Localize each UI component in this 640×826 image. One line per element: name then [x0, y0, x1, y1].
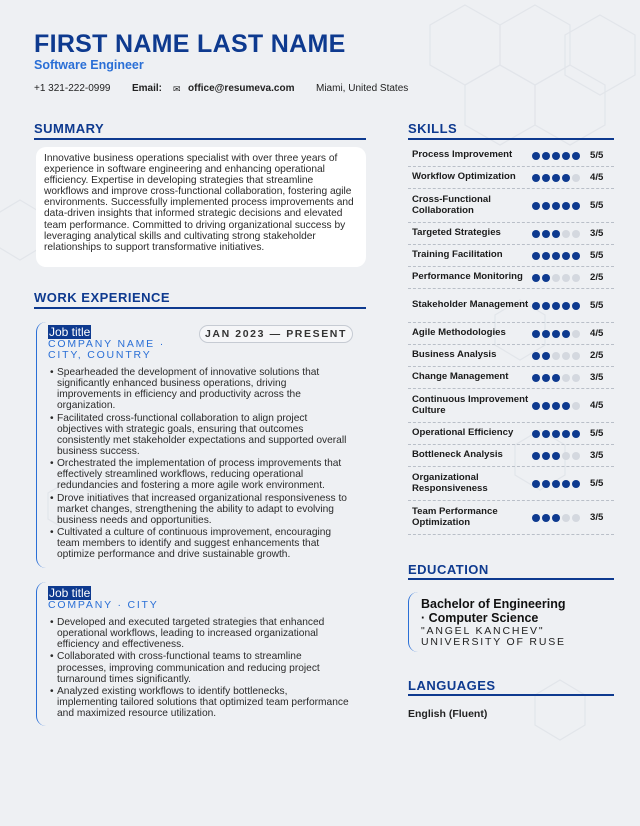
phone-number: +1 321-222-0999	[34, 83, 111, 94]
list-item: • Spearheaded the development of innovative solutions that significantly enhanced business operations, driving improvements in efficiency and productivity across the organization.	[50, 367, 350, 411]
skill-rating-dots	[532, 514, 588, 522]
rating-dot-filled	[572, 252, 580, 260]
rating-dot-filled	[542, 174, 550, 182]
rating-dot-filled	[562, 402, 570, 410]
skill-score: 5/5	[590, 300, 604, 311]
rating-dot-filled	[542, 230, 550, 238]
rating-dot-filled	[532, 514, 540, 522]
rating-dot-filled	[552, 480, 560, 488]
skill-name: Targeted Strategies	[412, 227, 501, 239]
rating-dot-filled	[552, 174, 560, 182]
rating-dot-filled	[542, 374, 550, 382]
rating-dot-filled	[562, 152, 570, 160]
rating-dot-filled	[552, 402, 560, 410]
list-item: • Cultivated a culture of continuous improvement, encouraging team members to identify and suggest enhancements that optimize performance and drive sustainable growth.	[50, 527, 350, 560]
rating-dot-filled	[572, 480, 580, 488]
education-divider	[408, 578, 614, 580]
rating-dot-filled	[562, 174, 570, 182]
rating-dot-filled	[542, 302, 550, 310]
job-2-bracket	[36, 582, 48, 726]
skill-name: Process Improvement	[412, 149, 513, 161]
skill-score: 4/5	[590, 172, 604, 183]
education-heading: EDUCATION	[408, 562, 489, 577]
language-item: English (Fluent)	[408, 708, 488, 720]
skill-name: Stakeholder Management	[412, 299, 529, 311]
rating-dot-filled	[532, 230, 540, 238]
rating-dot-filled	[542, 152, 550, 160]
skill-score: 5/5	[590, 250, 604, 261]
rating-dot-empty	[562, 274, 570, 282]
list-item: • Analyzed existing workflows to identify bottlenecks, implementing tailored solutions that optimized team performance and maximized resource utilization.	[50, 686, 350, 719]
email-address[interactable]: office@resumeva.com	[188, 83, 295, 94]
summary-text: Innovative business operations specialist with over three years of experience in software engineering and enhancing operational efficiency. Expertise in developing strategies that streamline workflows and improve cross-functional collaboration, fostering agile environments. Successfully implemented process improvements and data-driven insights that informed strategic decisions and elevated team performance. Committed to driving organizational success by leveraging analytical skills and cultivating strong stakeholder relationships to support transformative initiatives.	[36, 147, 366, 267]
list-item: • Collaborated with cross-functional teams to streamline processes, improving communication and reducing project turnaround times significantly.	[50, 651, 350, 684]
skill-score: 3/5	[590, 450, 604, 461]
skill-rating-dots	[532, 352, 588, 360]
rating-dot-empty	[552, 274, 560, 282]
rating-dot-filled	[542, 452, 550, 460]
skill-rating-dots	[532, 480, 588, 488]
summary-divider	[34, 138, 366, 140]
skill-score: 5/5	[590, 200, 604, 211]
skill-name: Bottleneck Analysis	[412, 449, 503, 461]
skill-name: Agile Methodologies	[412, 327, 506, 339]
rating-dot-filled	[552, 452, 560, 460]
skill-name: Organizational Responsiveness	[412, 472, 488, 494]
rating-dot-empty	[572, 330, 580, 338]
rating-dot-filled	[562, 252, 570, 260]
skill-row	[408, 423, 614, 445]
skill-name: Workflow Optimization	[412, 171, 516, 183]
job-role: Software Engineer	[34, 58, 144, 72]
rating-dot-empty	[572, 374, 580, 382]
skill-row	[408, 501, 614, 535]
skills-heading: SKILLS	[408, 121, 458, 136]
rating-dot-filled	[562, 202, 570, 210]
languages-heading: LANGUAGES	[408, 678, 496, 693]
skill-row	[408, 367, 614, 389]
job-2-title: Job title	[49, 586, 91, 600]
rating-dot-filled	[532, 202, 540, 210]
skill-row	[408, 223, 614, 245]
skill-rating-dots	[532, 374, 588, 382]
skills-list	[408, 145, 614, 535]
skill-row	[408, 323, 614, 345]
skill-row	[408, 345, 614, 367]
rating-dot-filled	[542, 330, 550, 338]
rating-dot-filled	[562, 330, 570, 338]
skill-name: Training Facilitation	[412, 249, 503, 261]
rating-dot-filled	[572, 430, 580, 438]
education-bracket	[408, 592, 418, 652]
skill-row	[408, 145, 614, 167]
rating-dot-filled	[552, 152, 560, 160]
skill-rating-dots	[532, 274, 588, 282]
rating-dot-filled	[562, 480, 570, 488]
rating-dot-filled	[572, 152, 580, 160]
skill-name: Performance Monitoring	[412, 271, 523, 283]
skill-score: 2/5	[590, 350, 604, 361]
rating-dot-empty	[562, 514, 570, 522]
rating-dot-filled	[532, 480, 540, 488]
job-1-title: Job title	[49, 325, 91, 339]
skill-rating-dots	[532, 174, 588, 182]
skill-score: 4/5	[590, 328, 604, 339]
skill-name: Operational Efficiency	[412, 427, 514, 439]
rating-dot-filled	[552, 330, 560, 338]
full-name: FIRST NAME LAST NAME	[34, 30, 346, 58]
rating-dot-filled	[532, 330, 540, 338]
skill-score: 3/5	[590, 372, 604, 383]
rating-dot-empty	[572, 274, 580, 282]
school-name: "ANGEL KANCHEV"	[421, 625, 545, 637]
skill-score: 4/5	[590, 400, 604, 411]
rating-dot-filled	[532, 402, 540, 410]
rating-dot-empty	[572, 352, 580, 360]
rating-dot-filled	[542, 202, 550, 210]
skill-rating-dots	[532, 302, 588, 310]
skill-row	[408, 267, 614, 289]
rating-dot-filled	[532, 274, 540, 282]
rating-dot-filled	[552, 230, 560, 238]
skill-name: Team Performance Optimization	[412, 506, 498, 528]
rating-dot-filled	[552, 252, 560, 260]
rating-dot-filled	[562, 430, 570, 438]
school-university: UNIVERSITY OF RUSE	[421, 636, 566, 648]
skill-name: Change Management	[412, 371, 509, 383]
rating-dot-filled	[532, 174, 540, 182]
skill-name: Business Analysis	[412, 349, 497, 361]
rating-dot-filled	[532, 352, 540, 360]
job-1-date: JAN 2023 — PRESENT	[199, 325, 353, 343]
rating-dot-filled	[552, 374, 560, 382]
skill-rating-dots	[532, 430, 588, 438]
location: Miami, United States	[316, 83, 409, 94]
rating-dot-filled	[542, 274, 550, 282]
rating-dot-filled	[572, 302, 580, 310]
rating-dot-empty	[572, 174, 580, 182]
rating-dot-empty	[572, 230, 580, 238]
rating-dot-filled	[542, 430, 550, 438]
skill-row	[408, 245, 614, 267]
rating-dot-filled	[532, 374, 540, 382]
job-2-company: COMPANY · CITY	[48, 599, 159, 611]
summary-heading: SUMMARY	[34, 121, 105, 136]
rating-dot-empty	[572, 402, 580, 410]
skill-score: 5/5	[590, 478, 604, 489]
skill-row	[408, 289, 614, 323]
job-1-bracket	[36, 322, 48, 568]
list-item: • Facilitated cross-functional collaboration to align project objectives with strategic goals, ensuring that outcomes consistently met stakeholder expectations and supported overall business success.	[50, 413, 350, 457]
skill-score: 3/5	[590, 512, 604, 523]
rating-dot-empty	[552, 352, 560, 360]
rating-dot-filled	[552, 202, 560, 210]
skill-rating-dots	[532, 402, 588, 410]
rating-dot-empty	[572, 514, 580, 522]
skill-name: Cross-Functional Collaboration	[412, 194, 491, 216]
skill-row	[408, 189, 614, 223]
rating-dot-filled	[532, 252, 540, 260]
list-item: • Drove initiatives that increased organizational responsiveness to market changes, strengthening the ability to adapt to evolving business needs and opportunities.	[50, 493, 350, 526]
work-experience-divider	[34, 307, 366, 309]
skill-score: 5/5	[590, 428, 604, 439]
rating-dot-filled	[572, 202, 580, 210]
rating-dot-filled	[542, 402, 550, 410]
rating-dot-empty	[562, 452, 570, 460]
rating-dot-filled	[552, 302, 560, 310]
skill-name: Continuous Improvement Culture	[412, 394, 529, 416]
skill-score: 2/5	[590, 272, 604, 283]
skill-rating-dots	[532, 152, 588, 160]
rating-dot-filled	[542, 352, 550, 360]
skill-rating-dots	[532, 330, 588, 338]
skill-score: 3/5	[590, 228, 604, 239]
languages-divider	[408, 694, 614, 696]
job-1-location: CITY, COUNTRY	[48, 349, 152, 361]
skill-rating-dots	[532, 230, 588, 238]
skill-score: 5/5	[590, 150, 604, 161]
work-experience-heading: WORK EXPERIENCE	[34, 290, 171, 305]
rating-dot-empty	[572, 452, 580, 460]
rating-dot-filled	[532, 452, 540, 460]
rating-dot-filled	[552, 430, 560, 438]
job-1-bullets	[50, 367, 350, 562]
rating-dot-filled	[532, 430, 540, 438]
envelope-icon: ✉	[173, 84, 181, 94]
rating-dot-filled	[562, 302, 570, 310]
rating-dot-empty	[562, 230, 570, 238]
degree-title: Bachelor of Engineering · Computer Science	[421, 597, 566, 625]
skill-row	[408, 445, 614, 467]
email-label: Email:	[132, 83, 163, 94]
job-2-bullets	[50, 617, 350, 720]
rating-dot-empty	[562, 374, 570, 382]
job-1-company: COMPANY NAME ·	[48, 338, 165, 350]
rating-dot-filled	[532, 152, 540, 160]
rating-dot-filled	[542, 480, 550, 488]
skill-row	[408, 167, 614, 189]
rating-dot-empty	[562, 352, 570, 360]
skills-divider	[408, 138, 614, 140]
skill-rating-dots	[532, 252, 588, 260]
list-item: • Orchestrated the implementation of process improvements that effectively streamlined workflows, reducing operational redundancies and fostering a more agile work environment.	[50, 458, 350, 491]
rating-dot-filled	[542, 514, 550, 522]
rating-dot-filled	[552, 514, 560, 522]
rating-dot-filled	[532, 302, 540, 310]
skill-rating-dots	[532, 452, 588, 460]
skill-rating-dots	[532, 202, 588, 210]
rating-dot-filled	[542, 252, 550, 260]
skill-row	[408, 467, 614, 501]
list-item: • Developed and executed targeted strategies that enhanced operational workflows, leading to increased organizational efficiency and effectiveness.	[50, 617, 350, 650]
skill-row	[408, 389, 614, 423]
